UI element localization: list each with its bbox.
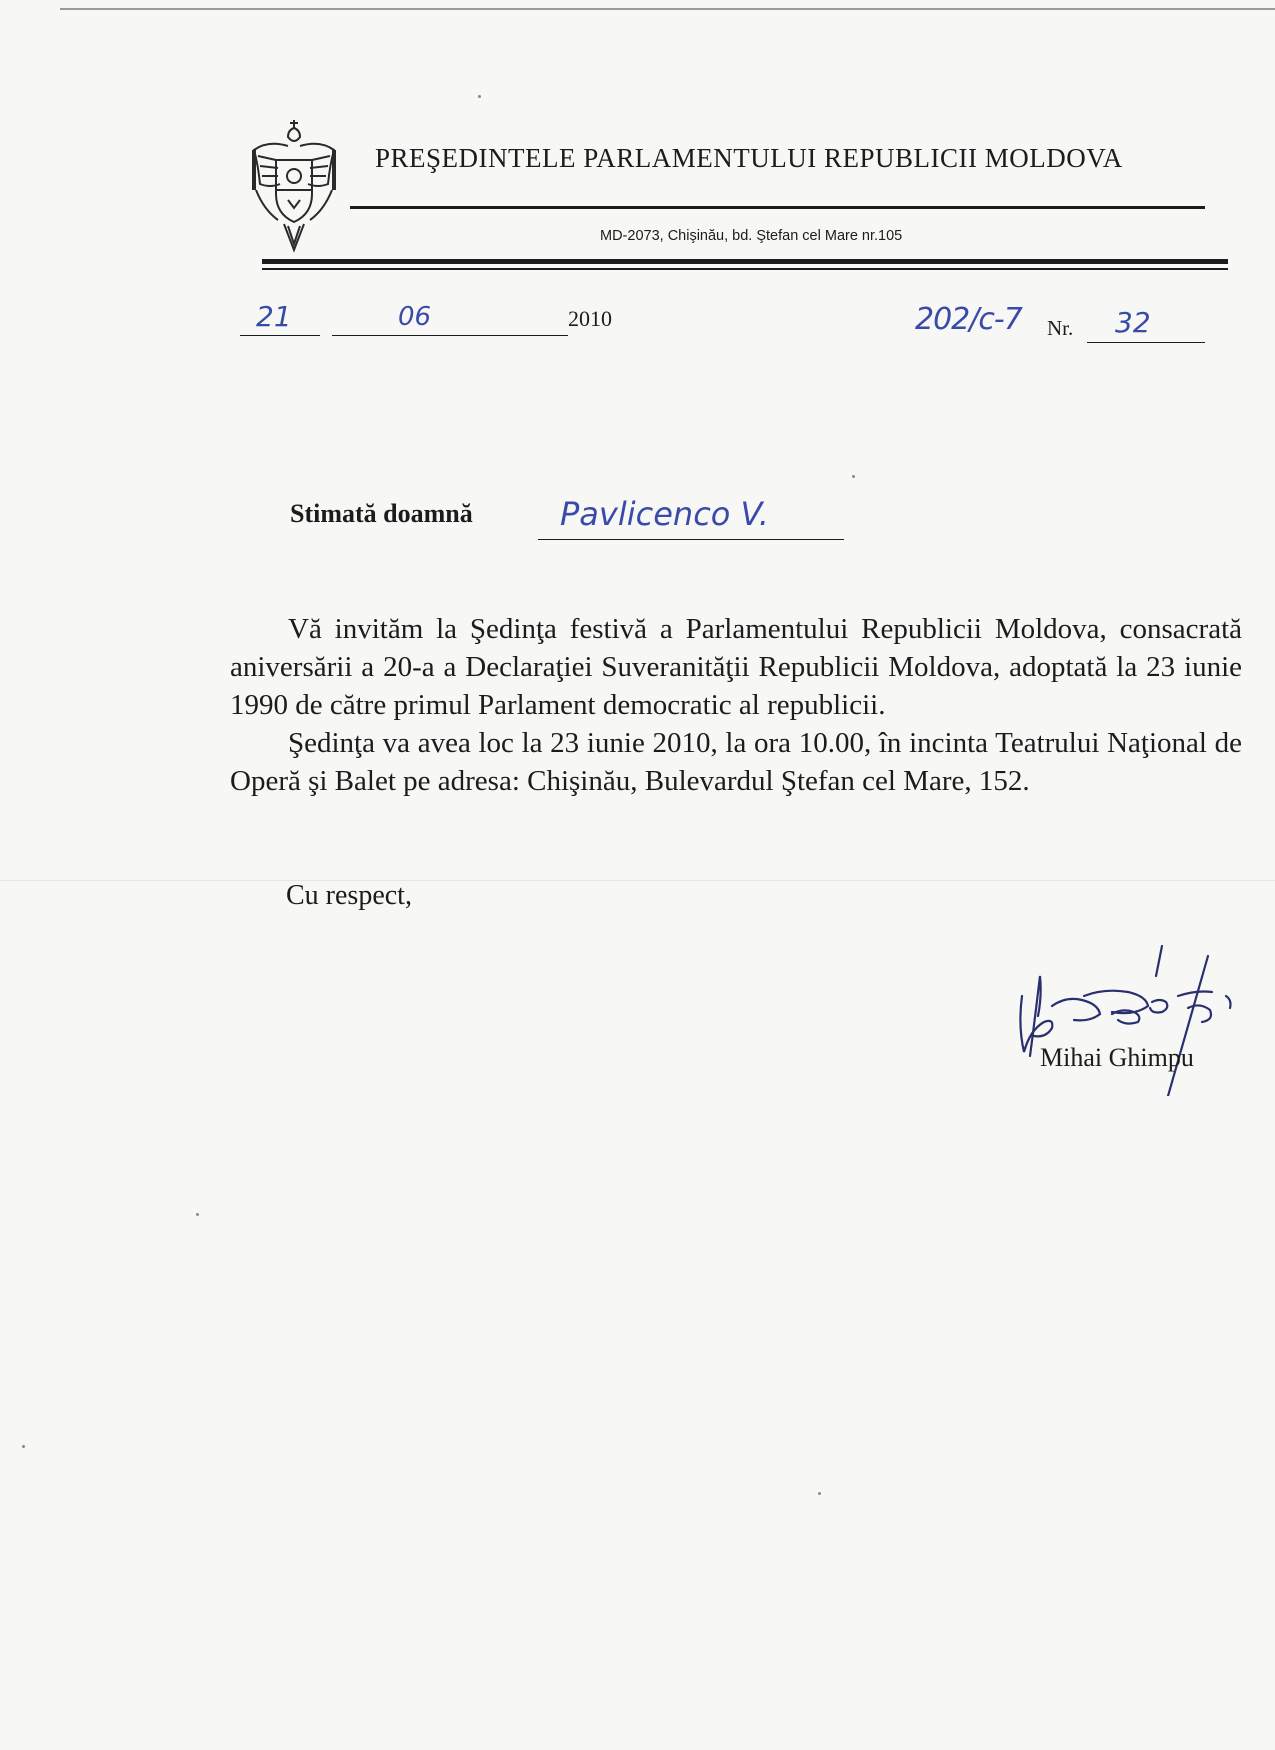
address-rule-thin <box>262 268 1228 270</box>
salutation <box>290 495 890 545</box>
header-rule <box>350 206 1205 209</box>
date-line <box>240 300 640 340</box>
letter-body <box>230 610 1242 800</box>
recipient-underline <box>538 539 844 540</box>
body-paragraph-details: Şedinţa va avea loc la 23 iunie 2010, la ora 10.00, în incinta Teatrului Naţional de Operă şi Balet pe adresa: Chişinău, Bulevardul Ştefan cel Mare, 152. <box>230 727 1242 797</box>
scan-speck <box>852 475 855 478</box>
address-rule-thick <box>262 259 1228 264</box>
paper-fold-line <box>0 880 1275 881</box>
body-paragraph-invitation: Vă invităm la Şedinţa festivă a Parlamentului Republicii Moldova, consacrată aniversării a 20-a a Declaraţiei Suveranităţii Republicii Moldova, adoptată la 23 iunie 1990 de către primul Parlament democratic al republicii. <box>230 613 1242 721</box>
signer-name: Mihai Ghimpu <box>1040 1043 1194 1072</box>
date-month-underline <box>332 335 568 336</box>
reference-number <box>915 300 1205 346</box>
closing-formula: Cu respect, <box>286 880 412 911</box>
nr-underline <box>1087 342 1205 343</box>
scan-speck <box>22 1445 25 1448</box>
salutation-label: Stimată doamnă <box>290 499 473 528</box>
date-day-underline <box>240 335 320 336</box>
recipient-name: Pavlicenco V. <box>560 495 769 533</box>
date-month: 06 <box>398 302 432 332</box>
nr-value: 32 <box>1115 306 1151 339</box>
moldova-coat-of-arms-icon <box>244 120 344 256</box>
scan-speck <box>196 1213 199 1216</box>
date-day: 21 <box>256 300 292 333</box>
issuer-address: MD-2073, Chişinău, bd. Ştefan cel Mare nr.105 <box>600 228 903 244</box>
nr-label: Nr. <box>1047 316 1074 340</box>
date-year: 2010 <box>568 306 612 331</box>
scan-speck <box>478 95 481 98</box>
reference-prefix: 202/c-7 <box>915 302 1022 337</box>
scan-speck <box>818 1492 821 1495</box>
issuer-title: PREŞEDINTELE PARLAMENTULUI REPUBLICII MOLDOVA <box>375 143 1123 173</box>
page-top-edge <box>60 8 1275 10</box>
